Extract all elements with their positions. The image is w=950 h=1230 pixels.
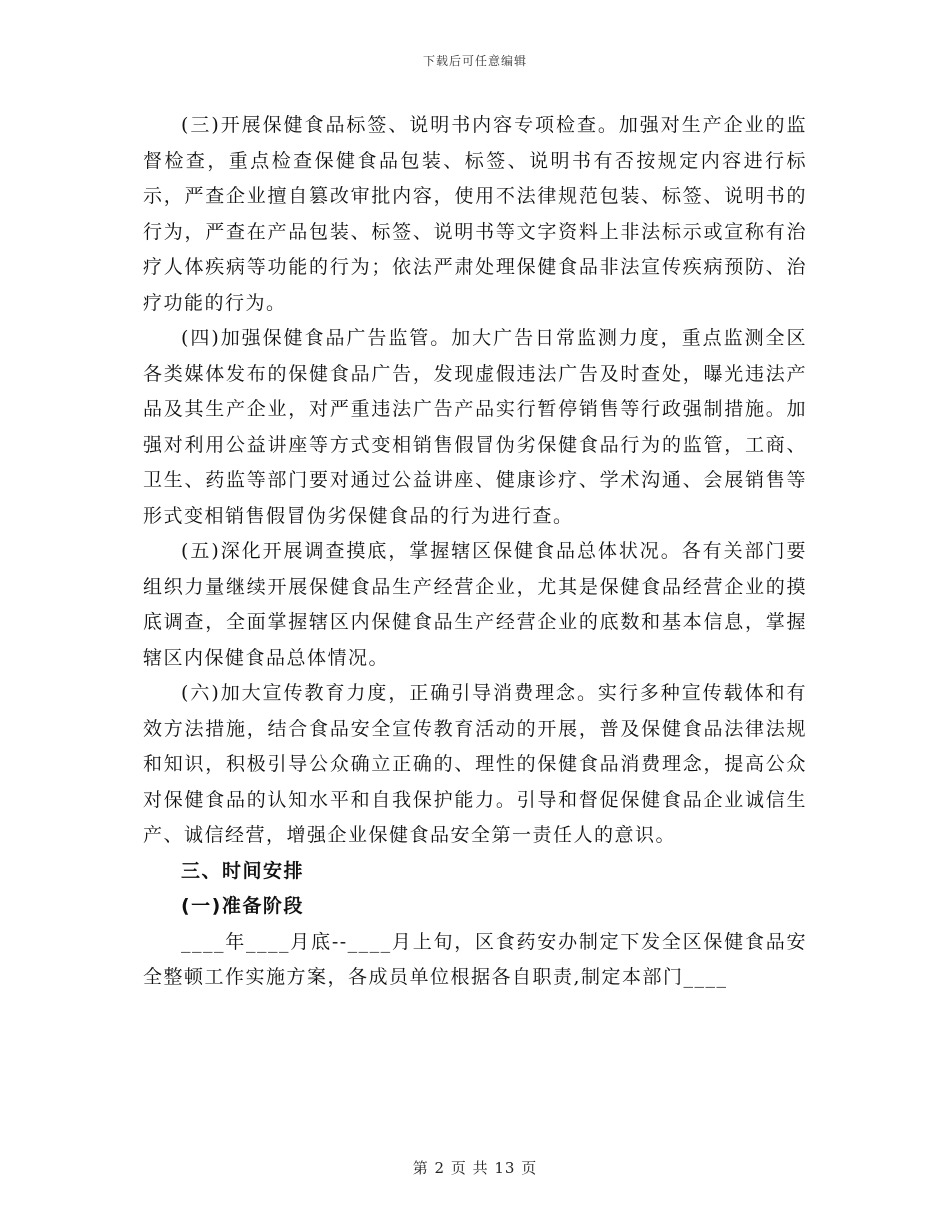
paragraph-label-inspection: (三)开展保健食品标签、说明书内容专项检查。加强对生产企业的监督检查，重点检查保健食品包装、标签、说明书有否按规定内容进行标示，严查企业擅自篡改审批内容，使用不法律规范包装、标签、说明书的行为，严查在产品包装、标签、说明书等文字资料上非法标示或宣称有治疗人体疾病等功能的行为；依法严肃处理保健食品非法宣传疾病预防、治疗功能的行为。 <box>143 114 807 314</box>
paragraph-publicity-education: (六)加大宣传教育力度，正确引导消费理念。实行多种宣传载体和有效方法措施，结合食品安全宣传教育活动的开展，普及保健食品法律法规和知识，积极引导公众确立正确的、理性的保健食品消费理念，提高公众对保健食品的认知水平和自我保护能力。引导和督促保健食品企业诚信生产、诚信经营，增强企业保健食品安全第一责任人的意识。 <box>143 682 807 846</box>
paragraph-advertising-supervision: (四)加强保健食品广告监管。加大广告日常监测力度，重点监测全区各类媒体发布的保健食品广告，发现虚假违法广告及时查处，曝光违法产品及其生产企业，对严重违法广告产品实行暂停销售等行政强制措施。加强对利用公益讲座等方式变相销售假冒伪劣保健食品行为的监管，工商、卫生、药监等部门要对通过公益讲座、健康诊疗、学术沟通、会展销售等形式变相销售假冒伪劣保健食品的行为进行查。 <box>143 327 807 527</box>
page-header: 下载后可任意编辑 <box>422 54 527 68</box>
document-body <box>143 108 807 996</box>
sub-heading-preparation: (一)准备阶段 <box>181 895 304 917</box>
section-heading-schedule: 三、时间安排 <box>181 859 305 882</box>
paragraph-preparation-stage: ____年____月底--____月上旬，区食药安办制定下发全区保健食品安全整顿工作实施方案，各成员单位根据各自职责,制定本部门____ <box>143 930 807 988</box>
page-number: 第 2 页 共 13 页 <box>412 1159 538 1177</box>
paragraph-survey: (五)深化开展调查摸底，掌握辖区保健食品总体状况。各有关部门要组织力量继续开展保健食品生产经营企业，尤其是保健食品经营企业的摸底调查，全面掌握辖区内保健食品生产经营企业的底数和基本信息，掌握辖区内保健食品总体情况。 <box>143 540 807 669</box>
